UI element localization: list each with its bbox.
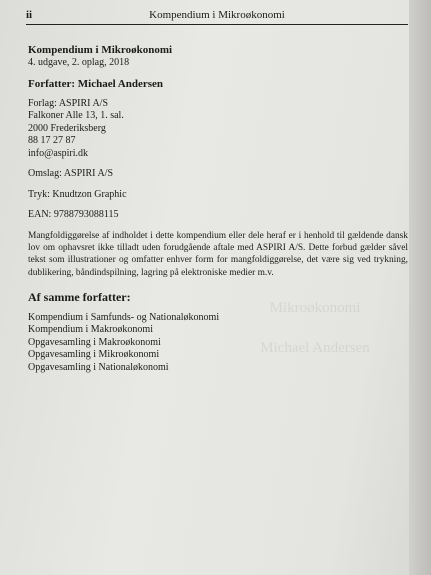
copyright-notice: Mangfoldiggørelse af indholdet i dette kompendium eller dele heraf er i henhold til gældende dansk lov om ophavsret ikke tilladt uden forudgående aftale med ASPIRI A/S. Dette forbud gælder såvel tekst som illustrationer og omfatter enhver form for mangfoldiggørelse, det være sig ved trykning, dublikering, båndindspilning, lagring på elektroniske medier m.v.: [28, 230, 408, 278]
list-item: Opgavesamling i Nationaløkonomi: [28, 361, 169, 373]
edition-line: 4. udgave, 2. oplag, 2018: [28, 56, 130, 68]
list-item: Opgavesamling i Makroøkonomi: [28, 336, 161, 348]
same-author-heading: Af samme forfatter:: [28, 290, 131, 305]
colophon: [28, 44, 408, 374]
publisher-email: info@aspiri.dk: [28, 147, 89, 159]
running-title: Kompendium i Mikroøkonomi: [149, 9, 285, 21]
publisher-block: [28, 98, 408, 161]
book-list: [28, 312, 408, 375]
page-number: ii: [26, 9, 33, 21]
list-item: Kompendium i Samfunds- og Nationaløkonomi: [28, 311, 220, 323]
publisher-street: Falkoner Alle 13, 1. sal.: [28, 110, 124, 121]
running-header: [26, 9, 408, 23]
page-gutter: [409, 0, 431, 575]
book-title: Kompendium i Mikroøkonomi: [28, 44, 173, 56]
list-item: Kompendium i Makroøkonomi: [28, 324, 153, 336]
cover-credit: Omslag: ASPIRI A/S: [28, 168, 114, 179]
list-item: Opgavesamling i Mikroøkonomi: [28, 349, 160, 361]
author-line: Forfatter: Michael Andersen: [28, 78, 164, 90]
print-credit: Tryk: Knudtzon Graphic: [28, 188, 127, 200]
ean-line: EAN: 9788793088115: [28, 209, 119, 220]
show-through-text: Mikroøkonomi Michael Andersen: [260, 300, 370, 356]
publisher-phone: 88 17 27 87: [28, 135, 76, 146]
publisher-name: Forlag: ASPIRI A/S: [28, 97, 109, 109]
publisher-city: 2000 Frederiksberg: [28, 122, 106, 134]
header-rule: [26, 24, 408, 25]
